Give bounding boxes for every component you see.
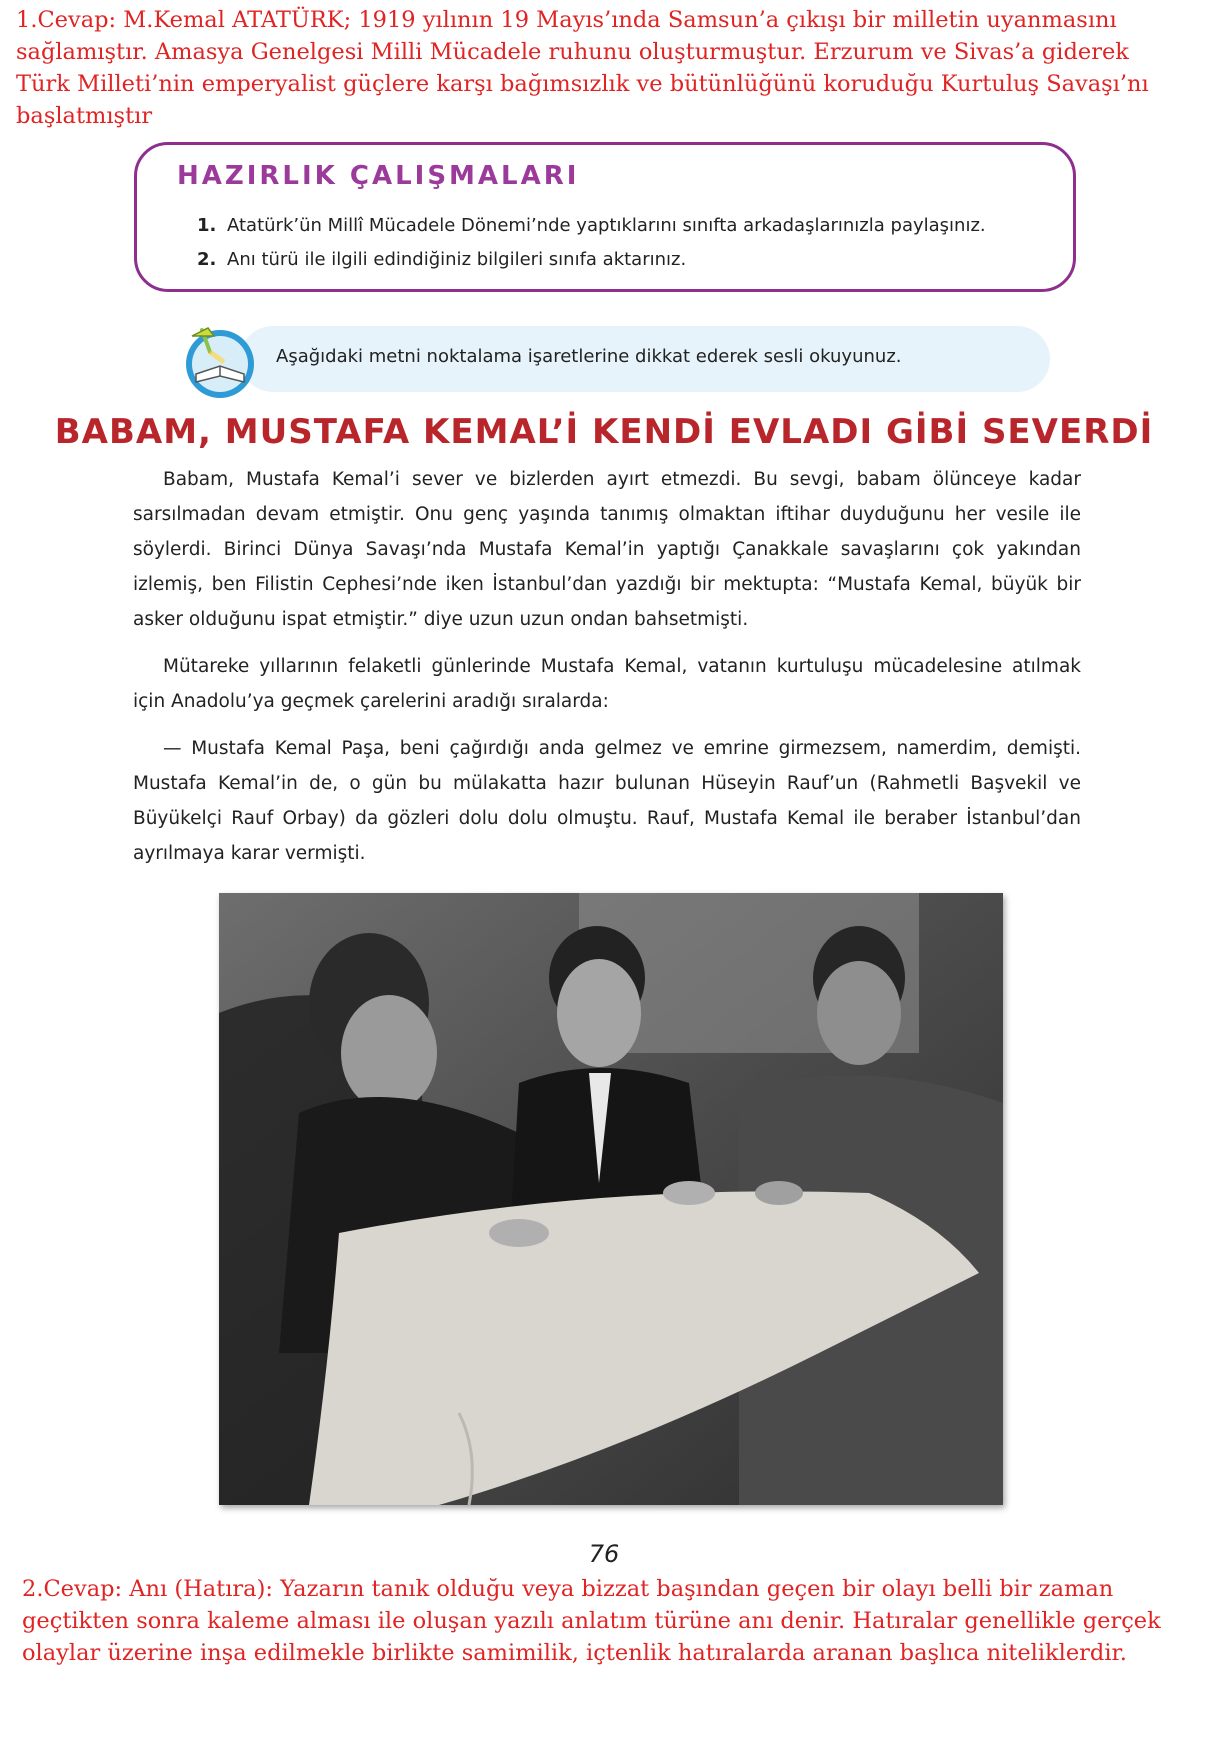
reading-book-icon: [180, 322, 260, 402]
reading-instruction: [180, 322, 1052, 396]
preparation-item: 2. Anı türü ile ilgili edindiğiniz bilgileri sınıfa aktarınız.: [197, 249, 687, 270]
answer-1-text: 1.Cevap: M.Kemal ATATÜRK; 1919 yılının 19 Mayıs’ında Samsun’a çıkışı bir milletin uyanmasını sağlamıştır. Amasya Genelgesi Milli Mücadele ruhunu oluşturmuştur. Erzurum ve Sivas’a giderek Türk Milleti’nin emperyalist güçlere karşı bağımsızlık ve bütünlüğünü koruduğu Kurtuluş Savaşı’nı başlatmıştır: [16, 7, 1149, 129]
story-paragraph: Mütareke yıllarının felaketli günlerinde Mustafa Kemal, vatanın kurtuluşu mücadelesine atılmak için Anadolu’ya geçmek çarelerini aradığı sıralarda:: [133, 656, 1081, 712]
story-body: [133, 462, 1081, 883]
answer-2-text: 2.Cevap: Anı (Hatıra): Yazarın tanık olduğu veya bizzat başından geçen bir olayı belli bir zaman geçtikten sonra kaleme alması ile oluşan yazılı anlatım türüne anı denir. Hatıralar genellikle gerçek olaylar üzerine inşa edilmekle birlikte samimilik, içtenlik hatıralarda aranan başlıca niteliklerdir.: [22, 1576, 1161, 1666]
preparation-box: [134, 142, 1076, 292]
historical-photo: [219, 893, 1003, 1505]
preparation-title: HAZIRLIK ÇALIŞMALARI: [177, 161, 580, 191]
instruction-text: Aşağıdaki metni noktalama işaretlerine dikkat ederek sesli okuyunuz.: [276, 346, 902, 367]
story-paragraph: Babam, Mustafa Kemal’i sever ve bizlerden ayırt etmezdi. Bu sevgi, babam ölünceye kadar sarsılmadan devam etmiştir. Onu genç yaşında tanımış olmaktan iftihar duyduğunu her vesile ile söylerdi. Birinci Dünya Savaşı’nda Mustafa Kemal’in yaptığı Çanakkale savaşlarını çok yakından izlemiş, ben Filistin Cephesi’nde iken İstanbul’dan yazdığı bir mektupta: “Mustafa Kemal, büyük bir asker olduğunu ispat etmiştir.” diye uzun uzun ondan bahsetmişti.: [133, 469, 1081, 630]
preparation-list: [197, 209, 986, 277]
page-number: 76: [588, 1540, 620, 1568]
story-title: BABAM, MUSTAFA KEMAL’İ KENDİ EVLADI GİBİ SEVERDİ: [54, 412, 1154, 452]
preparation-item: 1. Atatürk’ün Millî Mücadele Dönemi’nde yaptıklarını sınıfta arkadaşlarınızla paylaşınız.: [197, 215, 986, 236]
story-paragraph: — Mustafa Kemal Paşa, beni çağırdığı anda gelmez ve emrine girmezsem, namerdim, demişti. Mustafa Kemal’in de, o gün bu mülakatta hazır bulunan Hüseyin Rauf’un (Rahmetli Başvekil ve Büyükelçi Rauf Orbay) da gözleri dolu dolu olmuştu. Rauf, Mustafa Kemal ile beraber İstanbul’dan ayrılmaya karar vermişti.: [133, 738, 1081, 864]
